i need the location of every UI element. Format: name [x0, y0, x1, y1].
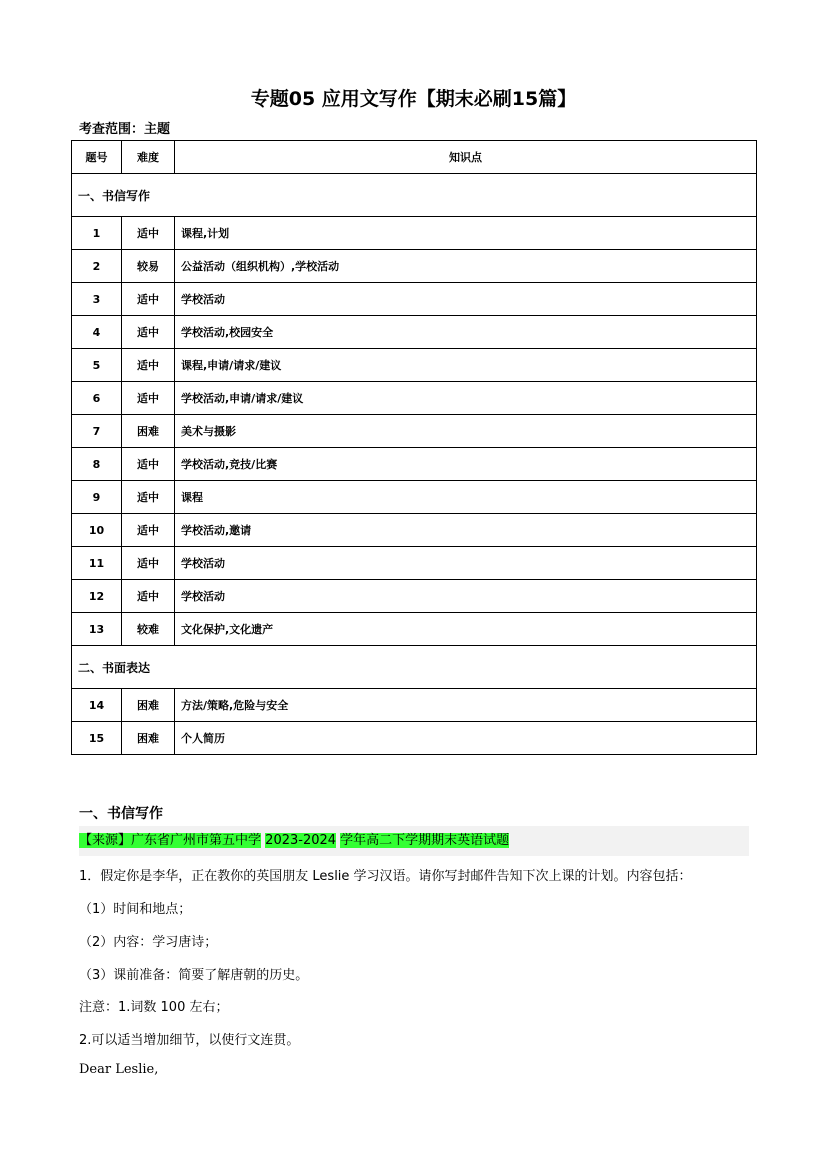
question-number: 11: [72, 547, 122, 580]
difficulty: 适中: [122, 382, 175, 415]
difficulty: 适中: [122, 580, 175, 613]
question-number: 10: [72, 514, 122, 547]
knowledge-point: 课程,申请/请求/建议: [175, 349, 757, 382]
question-point-3: （3）课前准备：简要了解唐朝的历史。: [79, 968, 309, 983]
knowledge-point: 课程,计划: [175, 217, 757, 250]
table-row: [72, 415, 757, 448]
question-number: 5: [72, 349, 122, 382]
table-row: [72, 514, 757, 547]
note-2: 2.可以适当增加细节，以使行文连贯。: [79, 1033, 300, 1048]
table-row: [72, 448, 757, 481]
section-label: 一、书信写作: [72, 174, 757, 217]
question-number: 1: [72, 217, 122, 250]
table-row: [72, 316, 757, 349]
question-number: 13: [72, 613, 122, 646]
table-row: [72, 250, 757, 283]
difficulty: 适中: [122, 481, 175, 514]
question-number: 8: [72, 448, 122, 481]
knowledge-point: 课程: [175, 481, 757, 514]
table-row: [72, 382, 757, 415]
knowledge-point: 学校活动,竞技/比赛: [175, 448, 757, 481]
table-row: [72, 547, 757, 580]
source-year: 2023-2024: [265, 833, 337, 848]
table-section-row: [72, 174, 757, 217]
header-difficulty: 难度: [122, 141, 175, 174]
difficulty: 困难: [122, 722, 175, 755]
topics-table: [71, 140, 757, 755]
question-1: 1．假定你是李华，正在教你的英国朋友 Leslie 学习汉语。请你写封邮件告知下次上课的计划。内容包括：: [79, 869, 692, 884]
difficulty: 困难: [122, 689, 175, 722]
question-number: 15: [72, 722, 122, 755]
source-rest: 学年高二下学期期末英语试题: [340, 833, 510, 848]
knowledge-point: 学校活动: [175, 580, 757, 613]
table-row: [72, 217, 757, 250]
section-label: 二、书面表达: [72, 646, 757, 689]
difficulty: 适中: [122, 514, 175, 547]
table-row: [72, 481, 757, 514]
question-number: 3: [72, 283, 122, 316]
knowledge-point: 文化保护,文化遗产: [175, 613, 757, 646]
note-1: 注意：1.词数 100 左右；: [79, 1000, 229, 1015]
difficulty: 较难: [122, 613, 175, 646]
difficulty: 困难: [122, 415, 175, 448]
knowledge-point: 学校活动,邀请: [175, 514, 757, 547]
table-row: [72, 283, 757, 316]
question-number: 7: [72, 415, 122, 448]
difficulty: 适中: [122, 217, 175, 250]
question-number: 2: [72, 250, 122, 283]
question-number: 6: [72, 382, 122, 415]
table-section-row: [72, 646, 757, 689]
header-topic: 知识点: [175, 141, 757, 174]
knowledge-point: 学校活动: [175, 547, 757, 580]
question-point-1: （1）时间和地点；: [79, 902, 192, 917]
difficulty: 适中: [122, 283, 175, 316]
difficulty: 适中: [122, 448, 175, 481]
knowledge-point: 个人简历: [175, 722, 757, 755]
question-number: 4: [72, 316, 122, 349]
difficulty: 适中: [122, 349, 175, 382]
page-title: 专题05 应用文写作【期末必刷15篇】: [250, 88, 577, 110]
source-line: [79, 826, 749, 856]
table-header-row: [72, 141, 757, 174]
knowledge-point: 学校活动,校园安全: [175, 316, 757, 349]
difficulty: 较易: [122, 250, 175, 283]
knowledge-point: 公益活动（组织机构）,学校活动: [175, 250, 757, 283]
source-school: 广东省广州市第五中学: [131, 833, 262, 848]
table-row: [72, 689, 757, 722]
question-point-2: （2）内容：学习唐诗；: [79, 935, 218, 950]
knowledge-point: 美术与摄影: [175, 415, 757, 448]
difficulty: 适中: [122, 316, 175, 349]
table-row: [72, 349, 757, 382]
difficulty: 适中: [122, 547, 175, 580]
header-number: 题号: [72, 141, 122, 174]
knowledge-point: 学校活动,申请/请求/建议: [175, 382, 757, 415]
knowledge-point: 学校活动: [175, 283, 757, 316]
table-row: [72, 722, 757, 755]
question-number: 9: [72, 481, 122, 514]
question-number: 12: [72, 580, 122, 613]
exam-scope: 考查范围：主题: [79, 122, 171, 137]
table-row: [72, 580, 757, 613]
table-row: [72, 613, 757, 646]
letter-greeting: Dear Leslie,: [79, 1062, 159, 1077]
section-heading: 一、书信写作: [79, 806, 163, 822]
question-number: 14: [72, 689, 122, 722]
knowledge-point: 方法/策略,危险与安全: [175, 689, 757, 722]
source-prefix: 【来源】: [79, 833, 132, 848]
